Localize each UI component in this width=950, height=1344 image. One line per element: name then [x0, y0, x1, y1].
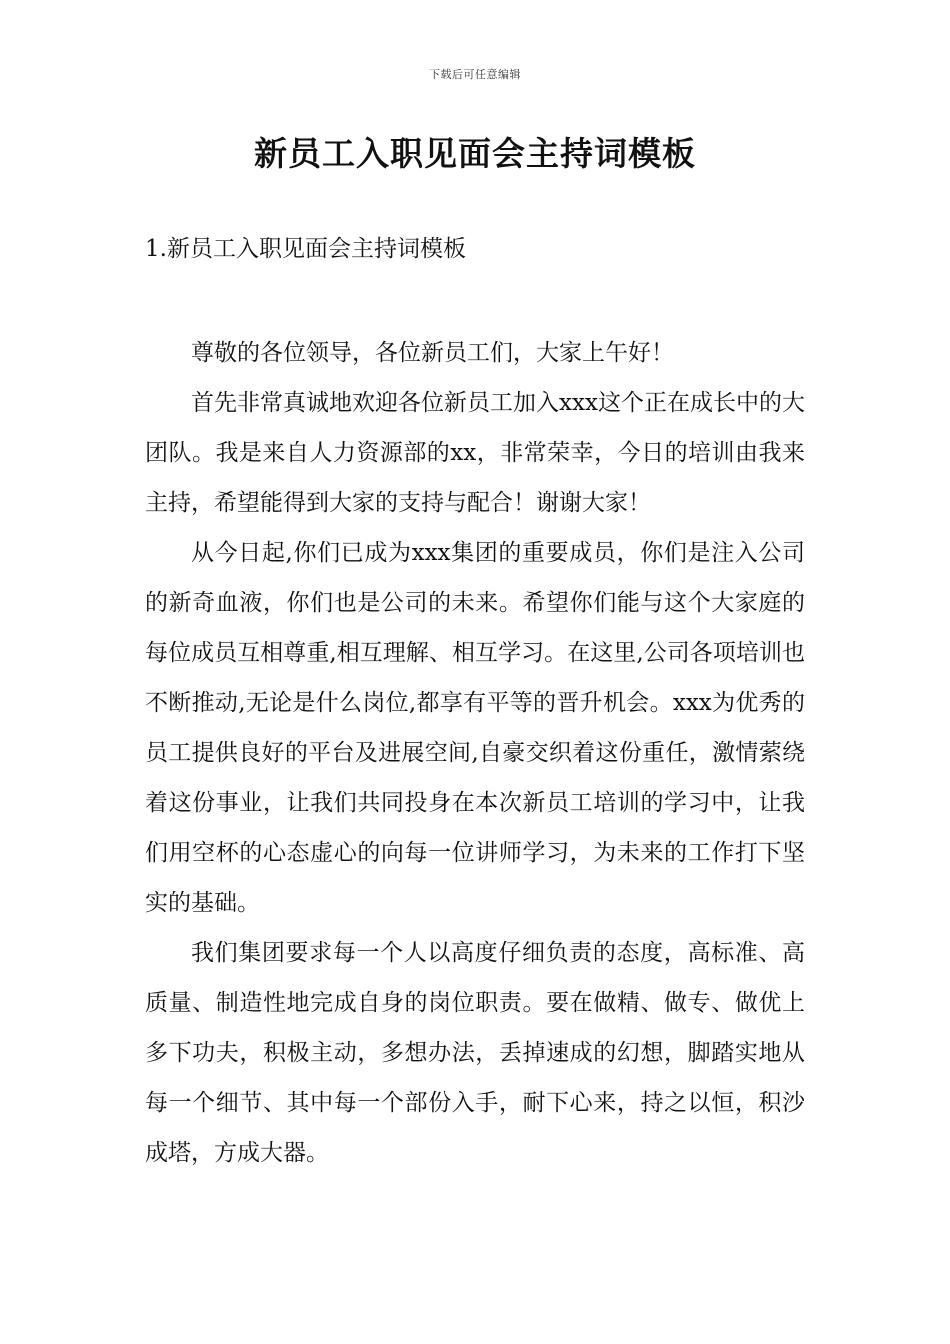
header-note: 下载后可任意编辑 [429, 68, 521, 81]
paragraph-requirements: 我们集团要求每一个人以高度仔细负责的态度，高标准、高质量、制造性地完成自身的岗位职责。要在做精、做专、做优上多下功夫，积极主动，多想办法，丢掉速成的幻想，脚踏实地从每一个细节、其中每一个部份入手，耐下心来，持之以恒，积沙成塔，方成大器。 [145, 940, 805, 1166]
paragraph-team: 从今日起,你们已成为xxx集团的重要成员，你们是注入公司的新奇血液，你们也是公司的未来。希望你们能与这个大家庭的每位成员互相尊重,相互理解、相互学习。在这里,公司各项培训也不断推动,无论是什么岗位,都享有平等的晋升机会。xxx为优秀的员工提供良好的平台及进展空间,自豪交织着这份重任，激情萦绕着这份事业，让我们共同投身在本次新员工培训的学习中，让我们用空杯的心态虚心的向每一位讲师学习，为未来的工作打下坚实的基础。 [145, 540, 805, 916]
paragraph-greeting: 尊敬的各位领导，各位新员工们，大家上午好！ [191, 340, 674, 366]
body-text [145, 328, 805, 1178]
paragraph-welcome: 首先非常真诚地欢迎各位新员工加入xxx这个正在成长中的大团队。我是来自人力资源部的xx，非常荣幸，今日的培训由我来主持，希望能得到大家的支持与配合！谢谢大家！ [145, 390, 805, 516]
document-title: 新员工入职见面会主持词模板 [254, 134, 696, 173]
section-heading: 1.新员工入职见面会主持词模板 [145, 236, 466, 262]
